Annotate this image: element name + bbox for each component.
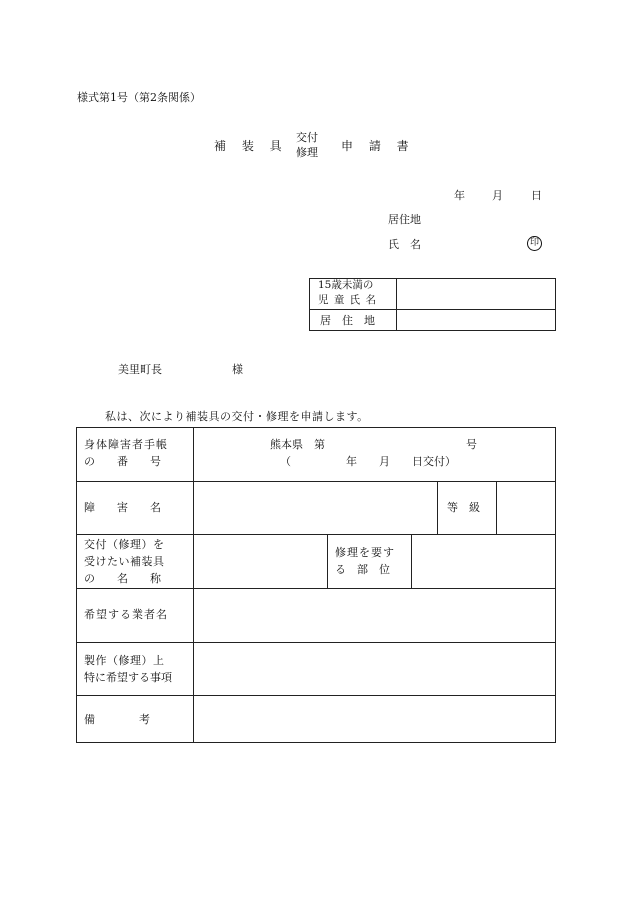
child-name-label-1: 15歳未満の bbox=[318, 279, 374, 291]
intro-text: 私は、次により補装具の交付・修理を申請します。 bbox=[105, 410, 369, 423]
row-disability-label: 障 害 名 bbox=[84, 501, 161, 514]
child-name-label-2: 児 童 氏 名 bbox=[318, 294, 378, 306]
row-handbook-label-1: 身体障害者手帳 bbox=[84, 438, 168, 451]
row-device-label-2: 受けたい補装具 bbox=[84, 555, 165, 568]
date-year: 年 bbox=[454, 189, 465, 202]
row-request-label-1: 製作（修理）上 bbox=[84, 654, 165, 667]
title-option-issue: 交付 bbox=[296, 131, 318, 144]
row-repair-part-label-1: 修理を要す bbox=[335, 546, 395, 559]
seal-mark: 印 bbox=[527, 236, 542, 251]
applicant-name-label: 氏 名 bbox=[388, 238, 421, 251]
row-request-label-2: 特に希望する事項 bbox=[84, 671, 172, 684]
title-part2: 申 請 書 bbox=[341, 139, 415, 153]
row-device-label-1: 交付（修理）を bbox=[84, 538, 165, 551]
date-day: 日 bbox=[531, 189, 542, 202]
row-repair-part-label-2: る 部 位 bbox=[335, 563, 390, 576]
addressee-mayor: 美里町長 bbox=[118, 363, 162, 376]
row-disability-grade-label: 等 級 bbox=[447, 501, 480, 514]
applicant-address-label: 居住地 bbox=[388, 213, 421, 226]
row-handbook-go: 号 bbox=[466, 438, 477, 451]
addressee-sama: 様 bbox=[232, 363, 243, 376]
title-option-repair: 修理 bbox=[296, 146, 318, 159]
date-month: 月 bbox=[492, 189, 503, 202]
row-device-label-3: の 名 称 bbox=[84, 572, 161, 585]
row-handbook-prefecture: 熊本県 第 bbox=[270, 438, 325, 451]
row-handbook-label-2: の 番 号 bbox=[84, 455, 161, 468]
row-vendor-label: 希望する業者名 bbox=[84, 608, 168, 621]
form-number: 様式第1号（第2条関係） bbox=[77, 91, 201, 104]
title-part1: 補 装 具 bbox=[214, 139, 288, 153]
child-address-label: 居 住 地 bbox=[320, 314, 375, 327]
row-remarks-label: 備 考 bbox=[84, 713, 150, 726]
row-handbook-issue-date: （ 年 月 日交付） bbox=[280, 455, 456, 468]
